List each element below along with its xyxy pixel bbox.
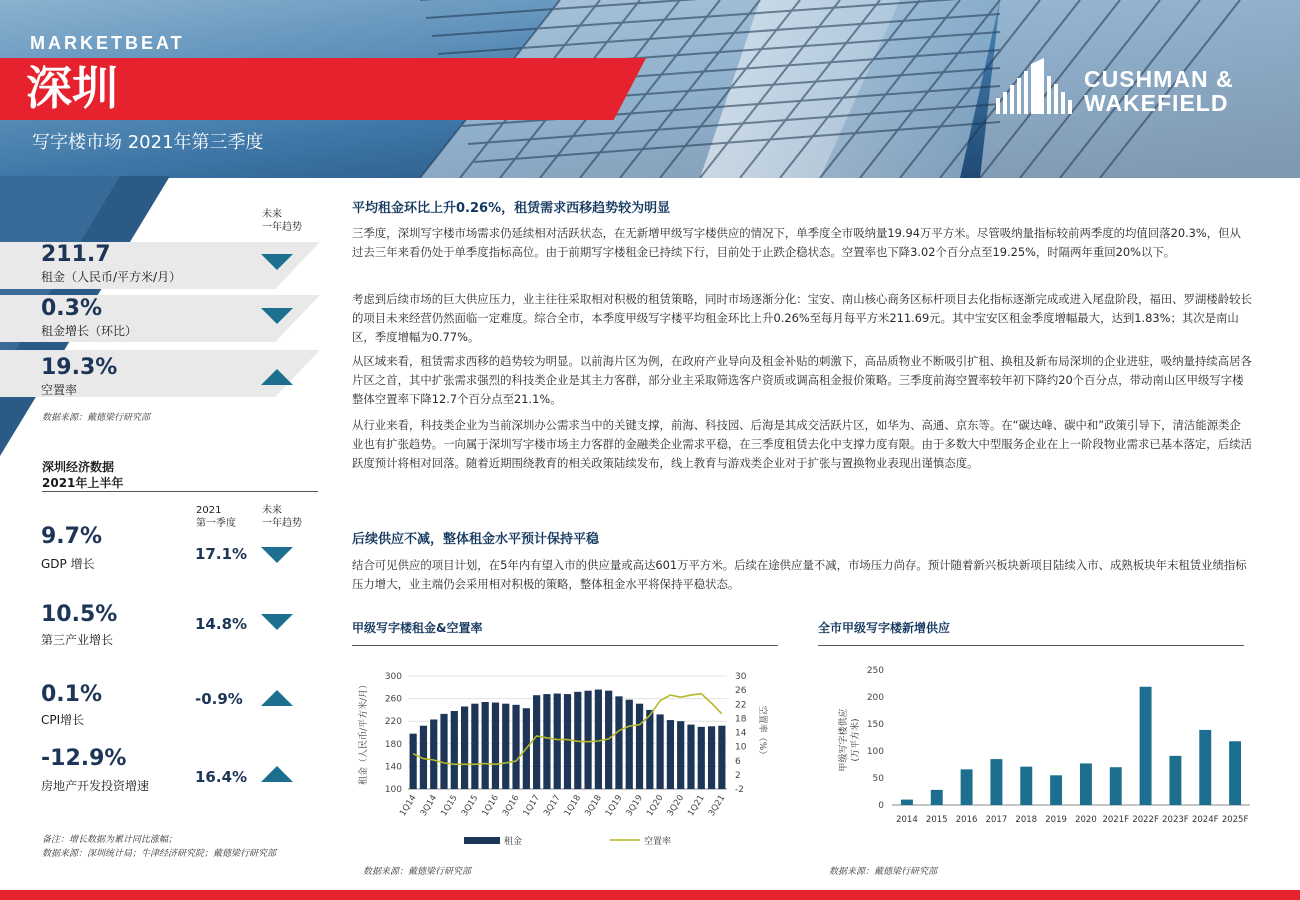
x-tick-label: 2016 (955, 815, 978, 825)
y2-tick-label: 2 (735, 770, 741, 781)
rent-bar (492, 703, 499, 789)
kpi-rent-label: 租金（人民币/平方米/月） (41, 270, 182, 284)
y-tick-label: 260 (384, 694, 402, 705)
city-title: 深圳 (26, 61, 118, 115)
tertiary-value: 10.5% (41, 602, 118, 627)
cushman-wakefield-wordmark (1084, 67, 1234, 115)
economy-q1-header: 2021 第一季度 (196, 505, 236, 529)
economy-title-line1: 深圳经济数据 (42, 460, 115, 474)
gdp-label: GDP 增长 (41, 557, 95, 571)
y-tick-label: 50 (872, 774, 884, 784)
logo-line-1: CUSHMAN & (1084, 66, 1234, 92)
rent-bar (615, 696, 622, 789)
y2-tick-label: 14 (735, 728, 747, 739)
trend-down-icon (261, 547, 293, 563)
rent-bar (410, 734, 417, 789)
y-tick-label: 300 (384, 672, 402, 682)
rent-bar (430, 720, 437, 789)
paragraph-5: 结合可见供应的项目计划，在5年内有望入市的供应量或高达601万平方米。后续在途供应量不减，市场压力尚存。预计随着新兴板块新项目陆续入市、成熟板块年末租赁业绩指标压力增大，业主端仍会采用相对积极的策略，整体租金水平将保持平稳状态。 (352, 558, 1247, 591)
cpi-label: CPI增长 (41, 713, 85, 727)
rent-bar (687, 725, 694, 789)
rent-bar (698, 727, 705, 789)
x-tick-label: 2019 (1045, 815, 1067, 825)
x-tick-label: 2024F (1191, 815, 1219, 825)
x-tick-label: 3Q16 (500, 793, 522, 819)
kpi-vacancy-value: 19.3% (41, 355, 118, 380)
report-header (0, 0, 1300, 178)
rent-bar (564, 694, 571, 789)
marketbeat-brand: MARKETBEAT (30, 33, 185, 53)
supply-bar (1169, 756, 1181, 805)
economy-divider (42, 491, 318, 492)
chart-1-source: 数据来源：戴德梁行研究部 (363, 867, 472, 877)
x-tick-label: 3Q20 (665, 793, 687, 819)
y-tick-label: 100 (866, 747, 884, 757)
economy-trend-header: 未来 一年趋势 (262, 505, 302, 529)
supply-bar (990, 759, 1002, 805)
rent-bar (646, 710, 653, 789)
rent-bar (718, 726, 725, 789)
y-tick-label: 100 (384, 785, 402, 795)
x-tick-label: 2025F (1221, 815, 1249, 825)
y2-tick-label: 22 (735, 700, 747, 711)
chart-2-divider (818, 645, 1244, 646)
x-tick-label: 3Q14 (418, 793, 440, 819)
rent-bar (502, 704, 509, 789)
y-tick-label: 140 (384, 762, 402, 773)
y-axis-label-unit: (万平方米) (851, 718, 861, 762)
paragraph-1: 三季度，深圳写字楼市场需求仍延续相对活跃状态，在无新增甲级写字楼供应的情况下，单季度全市吸纳量19.94万平方米。尽管吸纳量指标较前两季度的均值回落20.3%，但从过去三年来看仍处于单季度指标高位。由于前期写字楼租金已持续下行，目前处于止跌企稳状态。空置率也下降3.02个百分点至19.25%，时隔两年重回20%以下。 (352, 226, 1241, 259)
rent-bar (543, 694, 550, 789)
real-estate-q1: 16.4% (195, 768, 248, 786)
x-tick-label: 1Q14 (398, 793, 419, 819)
trend-up-icon (261, 690, 293, 706)
x-tick-label: 2014 (896, 815, 918, 825)
economy-title-line2: 2021年上半年 (42, 476, 124, 490)
x-tick-label: 3Q19 (624, 793, 646, 819)
y2-tick-label: 18 (735, 714, 747, 725)
report-subtitle: 写字楼市场 2021年第三季度 (32, 132, 264, 153)
supply-bar (1110, 767, 1122, 805)
kpi-rent-growth-label: 租金增长（环比） (41, 324, 138, 338)
y2-axis-label: 空置率（%） (757, 705, 767, 760)
footer-bar (0, 890, 1300, 900)
legend-rent-swatch (464, 837, 500, 844)
supply-bar (1229, 741, 1241, 805)
chart-1-divider (352, 645, 778, 646)
kpi-vacancy-label: 空置率 (41, 383, 78, 397)
rent-bar (471, 704, 478, 789)
y2-tick-label: 30 (735, 672, 747, 682)
rent-bar (708, 726, 715, 789)
paragraph-3: 从区域来看，租赁需求西移的趋势较为明显。以前海片区为例，在政府产业导向及租金补贴的刺激下，高品质物业不断吸引扩租、换租及新布局深圳的企业进驻，吸纳量持续高居各片区之首，其中扩张需求强烈的科技类企业是其主力客群，部分业主采取筛选客户资质或调高租金报价策略。三季度前海空置率较年初下降约20个百分点，带动南山区甲级写字楼整体空置率下降12.7个百分点至21.1%。 (352, 354, 1252, 406)
y2-tick-label: 6 (735, 756, 741, 767)
x-tick-label: 1Q18 (562, 793, 584, 819)
rent-bar (440, 714, 447, 789)
real-estate-value: -12.9% (41, 746, 127, 771)
paragraph-4: 从行业来看，科技类企业为当前深圳办公需求当中的关键支撑，前海、科技园、后海是其成交活跃片区，如华为、高通、京东等。在“碳达峰、碳中和”政策引导下，清洁能源类企业也有扩张趋势。一向属于深圳写字楼市场主力客群的金融类企业需求平稳，在三季度租赁去化中支撑力度有限。由于多数大中型服务企业在上一阶段物业需求已基本落定，后续活跃度预计将相对回落。随着近期围绕教育的相关政策陆续发布，线上教育与游戏类企业对于扩张与置换物业表现出谨慎态度。 (352, 418, 1252, 470)
x-tick-label: 1Q16 (480, 793, 502, 819)
rent-bar (636, 704, 643, 789)
tertiary-q1: 14.8% (195, 615, 248, 633)
y-tick-label: 150 (866, 720, 884, 730)
rent-bar (595, 690, 602, 789)
section-1-title: 平均租金环比上升0.26%，租赁需求西移趋势较为明显 (352, 201, 671, 216)
y-tick-label: 180 (384, 739, 402, 750)
y-tick-label: 220 (384, 717, 402, 728)
x-tick-label: 2018 (1015, 815, 1038, 825)
gdp-q1: 17.1% (195, 545, 248, 563)
kpi-rent-growth-value: 0.3% (41, 296, 103, 321)
rent-bar (461, 707, 468, 789)
trend-down-icon (261, 308, 293, 324)
rent-bar (626, 700, 633, 789)
y-axis-label: 甲级写字楼供应 (839, 708, 849, 772)
rent-vacancy-chart (352, 658, 792, 863)
rent-bar (554, 694, 561, 789)
rent-bar (667, 720, 674, 789)
real-estate-label: 房地产开发投资增速 (41, 779, 150, 793)
y-axis-label: 租金（人民币/平方米/月） (359, 679, 369, 786)
kpi-rent-value: 211.7 (41, 242, 111, 267)
supply-bar (1199, 730, 1211, 805)
legend-vacancy-label: 空置率 (644, 837, 672, 847)
economy-source: 数据来源：深圳统计局；牛津经济研究院；戴德梁行研究部 (42, 849, 277, 859)
rent-bar (533, 695, 540, 789)
x-tick-label: 1Q21 (686, 793, 707, 819)
tertiary-label: 第三产业增长 (41, 633, 114, 647)
rent-bar (584, 691, 591, 789)
gdp-value: 9.7% (41, 524, 103, 549)
paragraph-2: 考虑到后续市场的巨大供应压力，业主往往采取相对积极的租赁策略，同时市场逐渐分化：宝安、南山核心商务区标杆项目去化指标逐渐完成或进入尾盘阶段，福田、罗湖楼龄较长的项目未来经营仍然面临一定难度。综合全市，本季度甲级写字楼平均租金环比上升0.26%至每月每平方米211.69元。其中宝安区租金季度增幅最大，达到1.83%；其次是南山区，季度增幅为0.77%。 (352, 292, 1252, 344)
x-tick-label: 1Q15 (439, 793, 460, 819)
kpi-trend-header: 未来 一年趋势 (262, 209, 302, 233)
rent-bar (451, 711, 458, 789)
x-tick-label: 1Q19 (603, 793, 625, 819)
x-tick-label: 2022F (1132, 815, 1159, 825)
x-tick-label: 2020 (1075, 815, 1097, 825)
x-tick-label: 2017 (985, 815, 1008, 825)
chart-2-source: 数据来源：戴德梁行研究部 (829, 867, 938, 877)
supply-bar (1140, 687, 1152, 805)
supply-bar (901, 800, 913, 805)
y-tick-label: 250 (866, 666, 884, 676)
x-tick-label: 3Q15 (459, 793, 481, 819)
x-tick-label: 3Q18 (583, 793, 604, 819)
supply-bar (931, 790, 943, 805)
x-tick-label: 1Q17 (521, 793, 543, 819)
y2-tick-label: -2 (735, 785, 744, 795)
chart-2-title: 全市甲级写字楼新增供应 (818, 621, 951, 635)
x-tick-label: 3Q21 (706, 793, 728, 819)
trend-down-icon (261, 254, 293, 270)
economy-note: 备注：增长数据为累计同比涨幅； (42, 835, 178, 845)
legend-rent-label: 租金 (504, 837, 523, 847)
x-tick-label: 2023F (1162, 815, 1189, 825)
y-tick-label: 200 (866, 693, 884, 703)
rent-bar (677, 721, 684, 789)
new-supply-chart (818, 658, 1258, 858)
logo-line-2: WAKEFIELD (1084, 90, 1229, 116)
supply-bar (1020, 767, 1032, 805)
rent-bar (657, 714, 664, 789)
y2-tick-label: 10 (735, 742, 747, 753)
cpi-value: 0.1% (41, 682, 103, 707)
trend-up-icon (261, 369, 293, 385)
rent-bar (512, 705, 519, 789)
trend-down-icon (261, 614, 293, 630)
y-tick-label: 0 (878, 801, 884, 811)
y2-tick-label: 26 (735, 686, 747, 697)
supply-bar (1080, 763, 1092, 805)
x-tick-label: 2015 (925, 815, 948, 825)
cushman-wakefield-logo-icon (994, 58, 1076, 116)
supply-bar (961, 769, 973, 805)
supply-bar (1050, 775, 1062, 805)
x-tick-label: 1Q20 (645, 793, 666, 819)
rent-bar (482, 702, 489, 789)
chart-1-title: 甲级写字楼租金&空置率 (352, 621, 483, 635)
economy-title (42, 459, 123, 491)
trend-up-icon (261, 766, 293, 782)
cpi-q1: -0.9% (195, 690, 243, 708)
x-tick-label: 2021F (1102, 815, 1130, 825)
x-tick-label: 3Q17 (542, 793, 563, 819)
section-2-title: 后续供应不减，整体租金水平预计保持平稳 (352, 532, 600, 547)
kpi-source: 数据来源：戴德梁行研究部 (42, 413, 151, 423)
